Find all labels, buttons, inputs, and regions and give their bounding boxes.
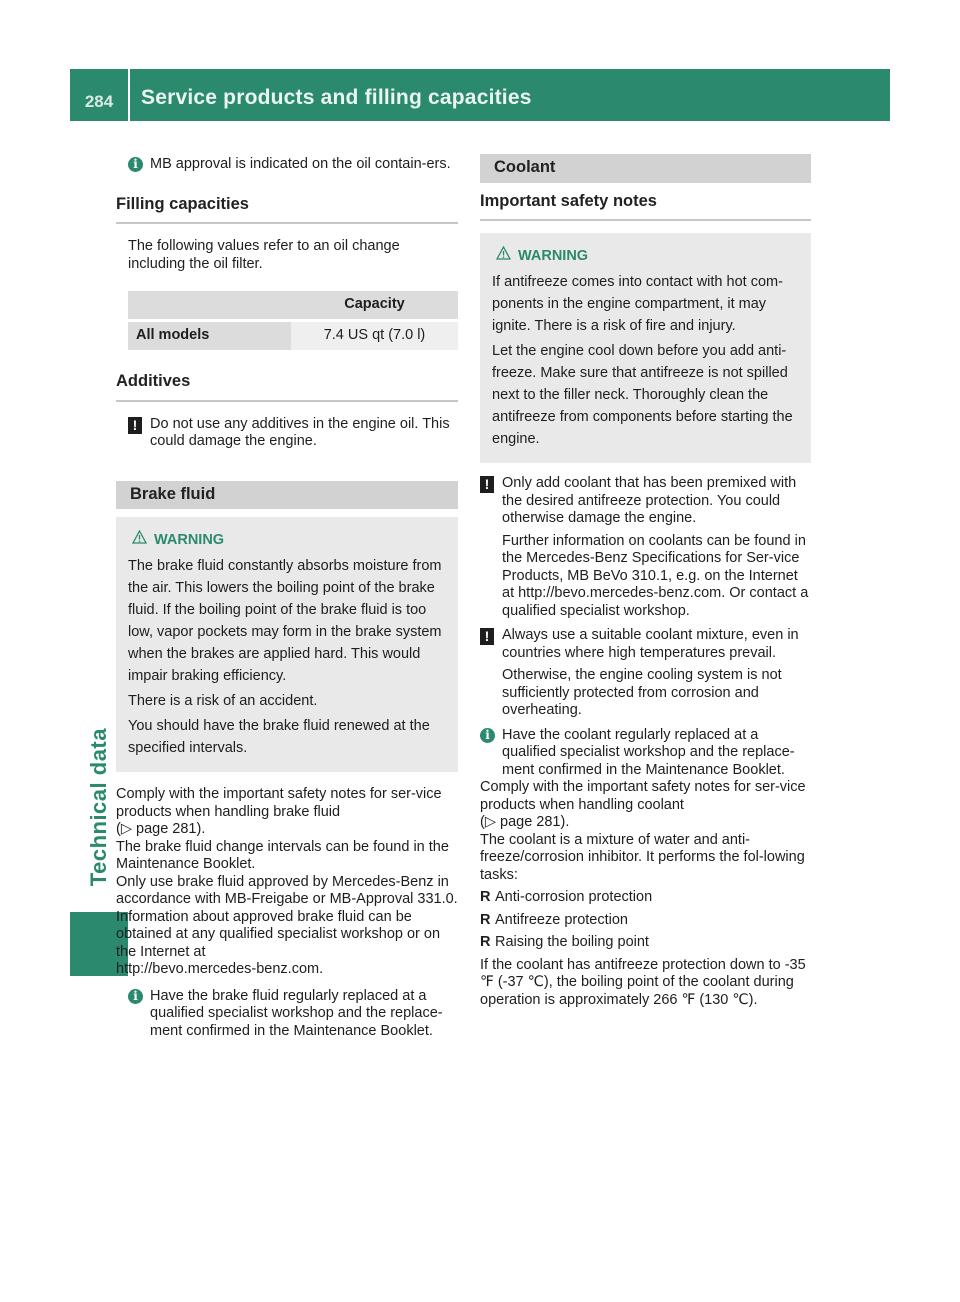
warning-title: WARNING [492,245,803,267]
page-reference: (▷ page 281). [116,821,206,837]
warning-paragraph: If antifreeze comes into contact with hot com-ponents in the engine compartment, it may ignite. There is a risk of fire and injury. [492,274,783,334]
section-heading-coolant: Coolant [480,154,811,183]
note-text: Only add coolant that has been premixed with the desired antifreeze protection. You could otherwise damage the engine. [502,475,797,526]
info-icon: i [128,157,143,172]
table-cell-capacity: 7.4 US qt (7.0 l) [291,322,458,350]
note-premixed [480,475,811,620]
warning-paragraph: The brake fluid constantly absorbs moisture from the air. This lowers the boiling point of the brake fluid. If the boiling point of the brake fluid is too low, vapor pockets may form in the brake system when the brakes are applied hard. This would impair braking efficiency. [128,558,442,684]
paragraph-only-use: Only use brake fluid approved by Mercedes-Benz in accordance with MB-Freigabe or MB-Approval 331.0. [116,873,458,907]
paragraph-filling-intro: The following values refer to an oil change including the oil filter. [128,238,400,272]
list-item: R Antifreeze protection [480,911,628,928]
note-coolant-mixture [480,627,811,720]
paragraph-comply: Comply with the important safety notes for ser-vice products when handling brake fluid (▷ page 281). [116,786,442,837]
warning-triangle-icon [132,529,148,551]
table-header-row [128,291,458,319]
page-reference: (▷ page 281). [480,814,570,830]
table-header-capacity: Capacity [291,291,458,319]
note-text: MB approval is indicated on the oil contain-ers. [150,156,451,172]
warning-triangle-icon [496,245,512,267]
note-text: Do not use any additives in the engine oil. This could damage the engine. [150,415,450,449]
page-number: 284 [84,92,114,111]
url-text: http://bevo.mercedes-benz.com. [116,961,324,977]
note-text: Otherwise, the engine cooling system is not sufficiently protected from corrosion and overheating. [502,667,782,718]
section-heading-safety: Important safety notes [480,193,811,222]
header-divider [128,69,130,121]
warning-paragraph: Let the engine cool down before you add anti-freeze. Make sure that antifreeze is not spilled next to the filler neck. Thoroughly clean the antifreeze from components before starting the engine. [492,343,793,447]
info-icon: i [128,989,143,1004]
section-heading-filling: Filling capacities [116,196,458,225]
left-column [116,150,458,1040]
warning-paragraph: You should have the brake fluid renewed at the specified intervals. [128,718,430,756]
note-text: Have the brake fluid regularly replaced at a qualified specialist workshop and the replace-ment confirmed in the Maintenance Booklet. [150,987,443,1039]
info-icon: i [480,728,495,743]
list-item: R Anti-corrosion protection [480,889,653,905]
side-tab-label: Technical data [86,727,111,886]
capacity-table [128,288,458,353]
note-text: Further information on coolants can be found in the Mercedes-Benz Specifications for Ser-vice Products, MB BeVo 310.1, e.g. on the Internet at http://bevo.mercedes-benz.com. Or contact a qualified specialist workshop. [502,532,809,619]
warning-box-brake [116,517,458,772]
table-row [128,322,458,350]
section-heading-brake-fluid: Brake fluid [116,481,458,510]
table-cell-model: All models [128,322,291,350]
exclamation-icon: ! [128,417,142,434]
warning-box-coolant [480,233,811,463]
note-additives [128,416,458,451]
exclamation-icon: ! [480,476,494,493]
paragraph-mixture: The coolant is a mixture of water and anti-freeze/corrosion inhibitor. It performs the fol-lowing tasks: [480,831,805,883]
note-oil [128,156,458,174]
exclamation-icon: ! [480,628,494,645]
right-column [480,150,811,1009]
section-heading-additives: Additives [116,373,458,402]
page-title: Service products and filling capacities [141,86,532,109]
paragraph-intervals: The brake fluid change intervals can be found in the Maintenance Booklet. [116,838,449,872]
warning-paragraph: There is a risk of an accident. [128,693,318,709]
table-header-empty [128,291,291,319]
paragraph-boiling: If the coolant has antifreeze protection down to -35 ℉ (-37 ℃), the boiling point of the coolant during operation is approximately 266 ℉ (130 ℃). [480,956,806,1008]
paragraph-comply: Comply with the important safety notes for ser-vice products when handling coolant (▷ page 281). [480,779,806,830]
paragraph-information: Information about approved brake fluid can be obtained at any qualified specialist workshop or on the Internet at [116,908,441,960]
note-coolant-replace [480,727,811,780]
list-item: R Raising the boiling point [480,934,649,950]
note-brake-replace [128,988,458,1041]
note-text: Have the coolant regularly replaced at a qualified specialist workshop and the replace-ment confirmed in the Maintenance Booklet. [502,726,795,778]
warning-title: WARNING [128,529,450,551]
note-text: Always use a suitable coolant mixture, even in countries where high temperatures prevail. [502,627,799,661]
